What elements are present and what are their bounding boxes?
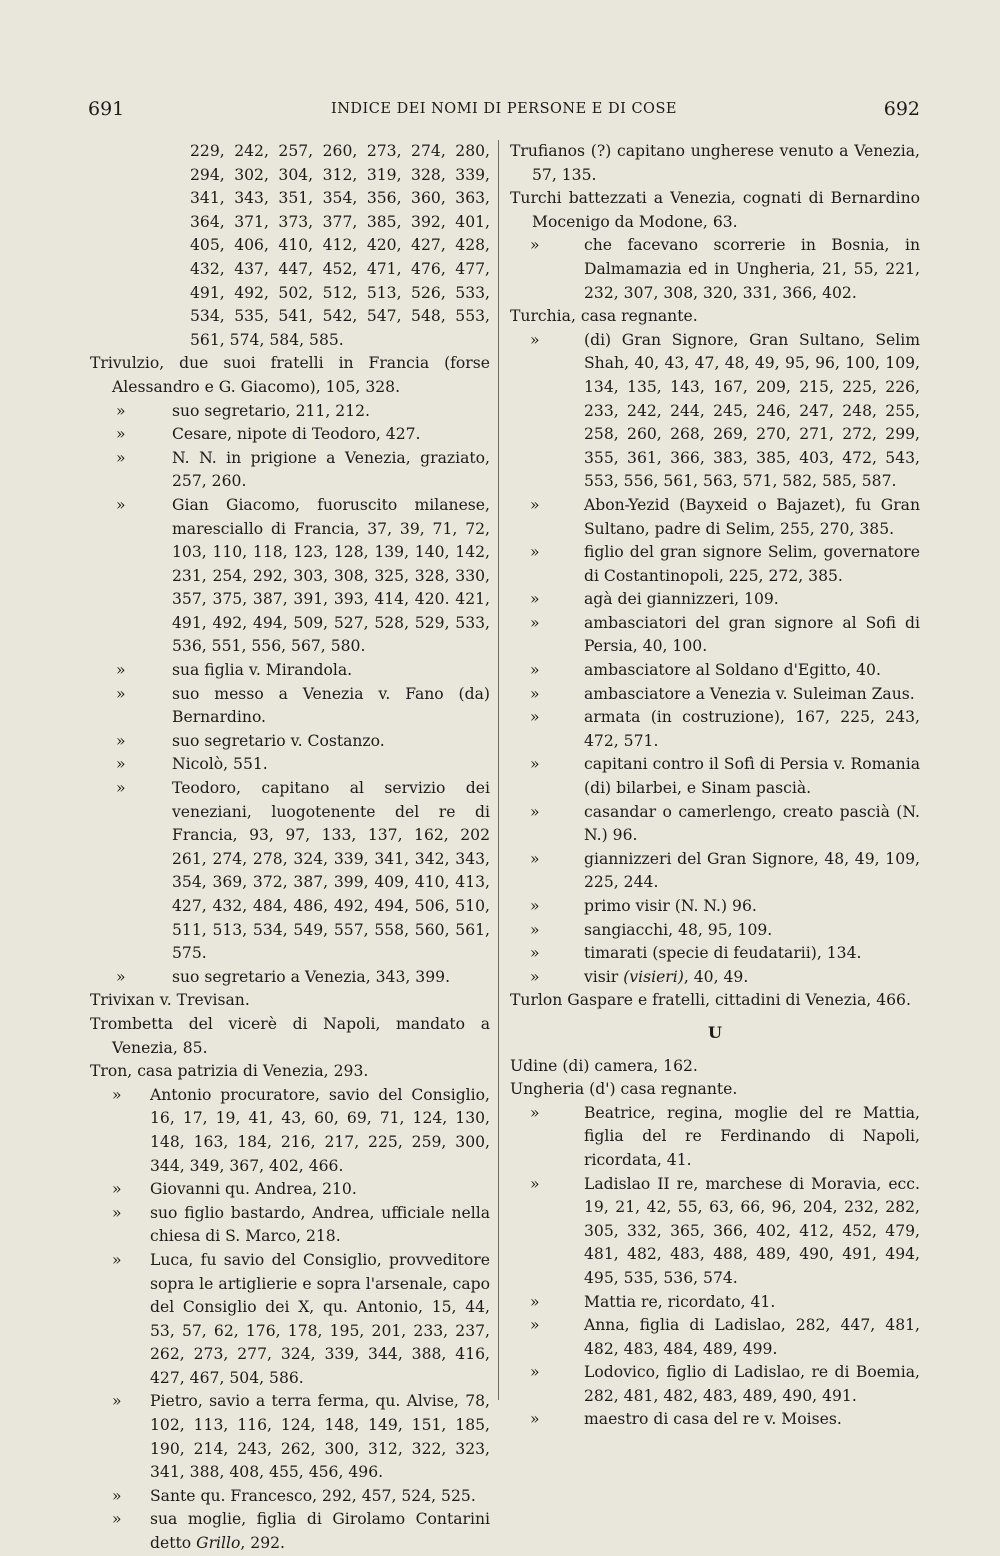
index-subentry [90, 753, 490, 777]
index-subentry [510, 659, 920, 683]
column-divider [498, 140, 499, 1400]
index-entry: Turchia, casa regnante. [510, 307, 698, 326]
index-entry: Udine (di) camera, 162. [510, 1056, 698, 1075]
ditto-mark: » [116, 779, 126, 798]
subentry-text: Cesare, nipote di Teodoro, 427. [172, 425, 421, 444]
index-subentry [510, 706, 920, 753]
index-subentry [510, 895, 920, 919]
index-entry: Turlon Gaspare e fratelli, cittadini di Venezia, 466. [510, 991, 911, 1010]
subentry-text: Gian Giacomo, fuoruscito milanese, maresciallo di Francia, 37, 39, 71, 72, 103, 110, 118, 123, 128, 139, 140, 142, 231, 254, 292, 303, 308, 325, 328, 330, 357, 375, 387, 391, 393, 414, 420. 421, 491, 492, 494, 509, 527, 528, 529, 533, 536, 551, 556, 567, 580. [172, 495, 490, 656]
ditto-mark: » [530, 495, 540, 514]
subentry-text: Sante qu. Francesco, 292, 457, 524, 525. [150, 1486, 476, 1505]
subentry-text: primo visir (N. N.) 96. [584, 897, 757, 915]
ditto-mark: » [530, 802, 540, 821]
ditto-mark: » [112, 1510, 122, 1529]
index-subentry [510, 966, 920, 990]
ditto-mark: » [530, 661, 540, 680]
subentry-text: Beatrice, regina, moglie del re Mattia, figlia del re Ferdinando di Napoli, ricordata, 41. [584, 1103, 920, 1169]
italic-variant: (visieri) [623, 967, 684, 986]
subentry-text: che facevano scorrerie in Bosnia, in Dalmamazia ed in Ungheria, 21, 55, 221, 232, 307, 308, 320, 331, 366, 402. [584, 236, 920, 302]
index-subentry [90, 494, 490, 659]
subentry-text: suo figlio bastardo, Andrea, ufficiale nella chiesa di S. Marco, 218. [150, 1203, 490, 1246]
subentry-text: capitani contro il Sofì di Persia v. Romania (di) bilarbei, e Sinam pascià. [584, 755, 920, 798]
ditto-mark: » [116, 684, 126, 703]
index-subentry [510, 329, 920, 494]
ditto-mark: » [116, 495, 126, 514]
subentry-text: sua figlia v. Mirandola. [172, 661, 353, 680]
subentry-text: sangiacchi, 48, 95, 109. [584, 920, 773, 939]
ditto-mark: » [112, 1085, 122, 1104]
index-subentry [510, 1314, 920, 1361]
ditto-mark: » [530, 967, 540, 986]
ditto-mark: » [530, 1174, 540, 1193]
right-page-number: 692 [883, 98, 920, 120]
ditto-mark: » [530, 1410, 540, 1429]
index-subentry [510, 612, 920, 659]
index-subentry [510, 588, 920, 612]
index-subentry [90, 1249, 490, 1391]
subentry-text: Nicolò, 551. [172, 755, 268, 774]
ditto-mark: » [530, 1103, 540, 1122]
subentry-text: Abon-Yezid (Bayxeid o Bajazet), fu Gran Sultano, padre di Selim, 255, 270, 385. [584, 495, 920, 538]
ditto-mark: » [530, 944, 540, 963]
section-letter: U [708, 1022, 722, 1042]
index-entry: Trivixan v. Trevisan. [90, 991, 250, 1010]
ditto-mark: » [530, 897, 540, 915]
ditto-mark: » [116, 755, 126, 774]
subentry-text: figlio del gran signore Selim, governatore di Costantinopoli, 225, 272, 385. [584, 543, 920, 585]
index-subentry [510, 848, 920, 895]
subentry-text: armata (in costruzione), 167, 225, 243, 472, 571. [584, 708, 920, 750]
index-subentry [90, 1508, 490, 1555]
index-subentry [90, 777, 490, 966]
index-entry: Trombetta del vicerè di Napoli, mandato a Venezia, 85. [90, 1014, 490, 1057]
ditto-mark: » [530, 849, 540, 868]
subentry-text: Lodovico, figlio di Ladislao, re di Boemia, 282, 481, 482, 483, 489, 490, 491. [584, 1363, 920, 1405]
index-subentry [90, 447, 490, 494]
subentry-text: N. N. in prigione a Venezia, graziato, 257, 260. [172, 448, 490, 491]
subentry-text: agà dei giannizzeri, 109. [584, 590, 779, 609]
index-entry: Turchi battezzati a Venezia, cognati di Bernardino Mocenigo da Modone, 63. [510, 189, 920, 231]
index-subentry [510, 234, 920, 305]
subentry-text-end: , 40, 49. [683, 967, 749, 986]
index-subentry [90, 1084, 490, 1178]
index-subentry [510, 1408, 920, 1432]
ditto-mark: » [530, 920, 540, 939]
subentry-text: Anna, figlia di Ladislao, 282, 447, 481, 482, 483, 484, 489, 499. [584, 1316, 920, 1358]
left-page-number: 691 [88, 98, 125, 120]
ditto-mark: » [530, 1292, 540, 1311]
subentry-text: (di) Gran Signore, Gran Sultano, Selim Shah, 40, 43, 47, 48, 49, 95, 96, 100, 109, 134, 135, 143, 167, 209, 215, 225, 226, 233, 242, 244, 245, 246, 247, 248, 255, 258, 260, 268, 269, 270, 271, 272, 299, 355, 361, 366, 383, 385, 403, 472, 543, 553, 556, 561, 563, 571, 582, 585, 587. [584, 330, 920, 491]
subentry-text: sua moglie, figlia di Girolamo Contarini detto [150, 1510, 490, 1553]
index-subentry [90, 659, 490, 683]
ditto-mark: » [116, 661, 126, 680]
ditto-mark: » [116, 401, 126, 420]
subentry-text: Giovanni qu. Andrea, 210. [150, 1180, 357, 1199]
index-subentry [90, 1390, 490, 1484]
subentry-text: casandar o camerlengo, creato pascià (N. N.) 96. [584, 802, 920, 845]
subentry-text: Antonio procuratore, savio del Consiglio, 16, 17, 19, 41, 43, 60, 69, 71, 124, 130, 148, 163, 184, 216, 217, 225, 259, 300, 344, 349, 367, 402, 466. [150, 1085, 490, 1175]
index-subentry [90, 966, 490, 990]
index-subentry [90, 1485, 490, 1509]
subentry-text: ambasciatori del gran signore al Sofi di Persia, 40, 100. [584, 613, 920, 656]
ditto-mark: » [112, 1180, 122, 1199]
index-subentry [90, 423, 490, 447]
index-continuation: 229, 242, 257, 260, 273, 274, 280, 294, 302, 304, 312, 319, 328, 339, 341, 343, 351, 354, 356, 360, 363, 364, 371, 373, 377, 385, 392, 401, 405, 406, 410, 412, 420, 427, 428, 432, 437, 447, 452, 471, 476, 477, 491, 492, 502, 512, 513, 526, 533, 534, 535, 541, 542, 547, 548, 553, 561, 574, 584, 585. [190, 142, 490, 349]
subentry-text: ambasciatore a Venezia v. Suleiman Zaus. [584, 684, 915, 703]
subentry-text: visir [584, 967, 624, 986]
index-subentry [90, 730, 490, 754]
subentry-text: suo segretario, 211, 212. [172, 401, 370, 420]
ditto-mark: » [112, 1203, 122, 1222]
index-subentry [510, 494, 920, 541]
index-entry: Tron, casa patrizia di Venezia, 293. [90, 1062, 369, 1081]
subentry-text: suo messo a Venezia v. Fano (da) Bernardino. [172, 684, 490, 727]
index-subentry [510, 541, 920, 588]
ditto-mark: » [116, 967, 126, 986]
index-entry: Trivulzio, due suoi fratelli in Francia (forse Alessandro e G. Giacomo), 105, 328. [90, 354, 490, 396]
ditto-mark: » [530, 755, 540, 774]
subentry-text: Teodoro, capitano al servizio dei veneziani, luogotenente del re di Francia, 93, 97, 133, 137, 162, 202 261, 274, 278, 324, 339, 341, 342, 343, 354, 369, 372, 387, 399, 409, 410, 413, 427, 432, 484, 486, 492, 494, 506, 510, 511, 513, 534, 549, 557, 558, 560, 561, 575. [172, 779, 490, 963]
index-subentry [510, 1291, 920, 1315]
index-entry: Ungheria (d') casa regnante. [510, 1080, 738, 1099]
index-subentry [510, 753, 920, 800]
ditto-mark: » [530, 1316, 540, 1335]
running-title: INDICE DEI NOMI DI PERSONE E DI COSE [331, 101, 677, 117]
index-subentry [510, 919, 920, 943]
ditto-mark: » [112, 1486, 122, 1505]
index-subentry [510, 801, 920, 848]
left-column [90, 140, 490, 1556]
index-subentry [510, 1173, 920, 1291]
subentry-text: giannizzeri del Gran Signore, 48, 49, 109, 225, 244. [584, 849, 920, 892]
subentry-text: Luca, fu savio del Consiglio, provveditore sopra le artiglierie e sopra l'arsenale, capo del Consiglio dei X, qu. Antonio, 15, 44, 53, 57, 62, 176, 178, 195, 201, 233, 237, 262, 273, 277, 324, 339, 344, 388, 416, 427, 467, 504, 586. [150, 1250, 490, 1387]
index-subentry [510, 683, 920, 707]
subentry-text: Pietro, savio a terra ferma, qu. Alvise, 78, 102, 113, 116, 124, 148, 149, 151, 185, 190, 214, 243, 262, 300, 312, 322, 323, 341, 388, 408, 455, 456, 496. [150, 1392, 490, 1482]
subentry-text: Mattia re, ricordato, 41. [584, 1292, 776, 1311]
subentry-text: Ladislao II re, marchese di Moravia, ecc. 19, 21, 42, 55, 63, 66, 96, 204, 232, 282, 305, 332, 365, 366, 402, 412, 452, 479, 481, 482, 483, 488, 489, 490, 491, 494, 495, 535, 536, 574. [584, 1174, 920, 1287]
subentry-text: timarati (specie di feudatarii), 134. [584, 944, 862, 963]
ditto-mark: » [530, 708, 540, 727]
ditto-mark: » [530, 543, 540, 562]
index-subentry [90, 1202, 490, 1249]
index-subentry [510, 942, 920, 966]
ditto-mark: » [530, 684, 540, 703]
ditto-mark: » [530, 1363, 540, 1382]
ditto-mark: » [112, 1250, 122, 1269]
ditto-mark: » [116, 425, 126, 444]
index-subentry [510, 1361, 920, 1408]
index-subentry [510, 1102, 920, 1173]
subentry-text: suo segretario a Venezia, 343, 399. [172, 967, 451, 986]
ditto-mark: » [112, 1392, 122, 1411]
italic-nickname: Grillo [196, 1534, 241, 1553]
page-header [88, 98, 920, 128]
ditto-mark: » [530, 613, 540, 632]
subentry-text-end: , 292. [240, 1534, 286, 1553]
subentry-text: maestro di casa del re v. Moises. [584, 1410, 842, 1429]
index-entry: Trufianos (?) capitano ungherese venuto a Venezia, 57, 135. [510, 142, 920, 184]
ditto-mark: » [530, 590, 540, 609]
index-subentry [90, 400, 490, 424]
index-subentry [90, 683, 490, 730]
ditto-mark: » [116, 731, 126, 750]
subentry-text: suo segretario v. Costanzo. [172, 731, 385, 750]
ditto-mark: » [530, 236, 540, 255]
ditto-mark: » [530, 330, 540, 349]
ditto-mark: » [116, 448, 126, 467]
right-column [510, 140, 920, 1432]
subentry-text: ambasciatore al Soldano d'Egitto, 40. [584, 661, 881, 680]
index-subentry [90, 1178, 490, 1202]
